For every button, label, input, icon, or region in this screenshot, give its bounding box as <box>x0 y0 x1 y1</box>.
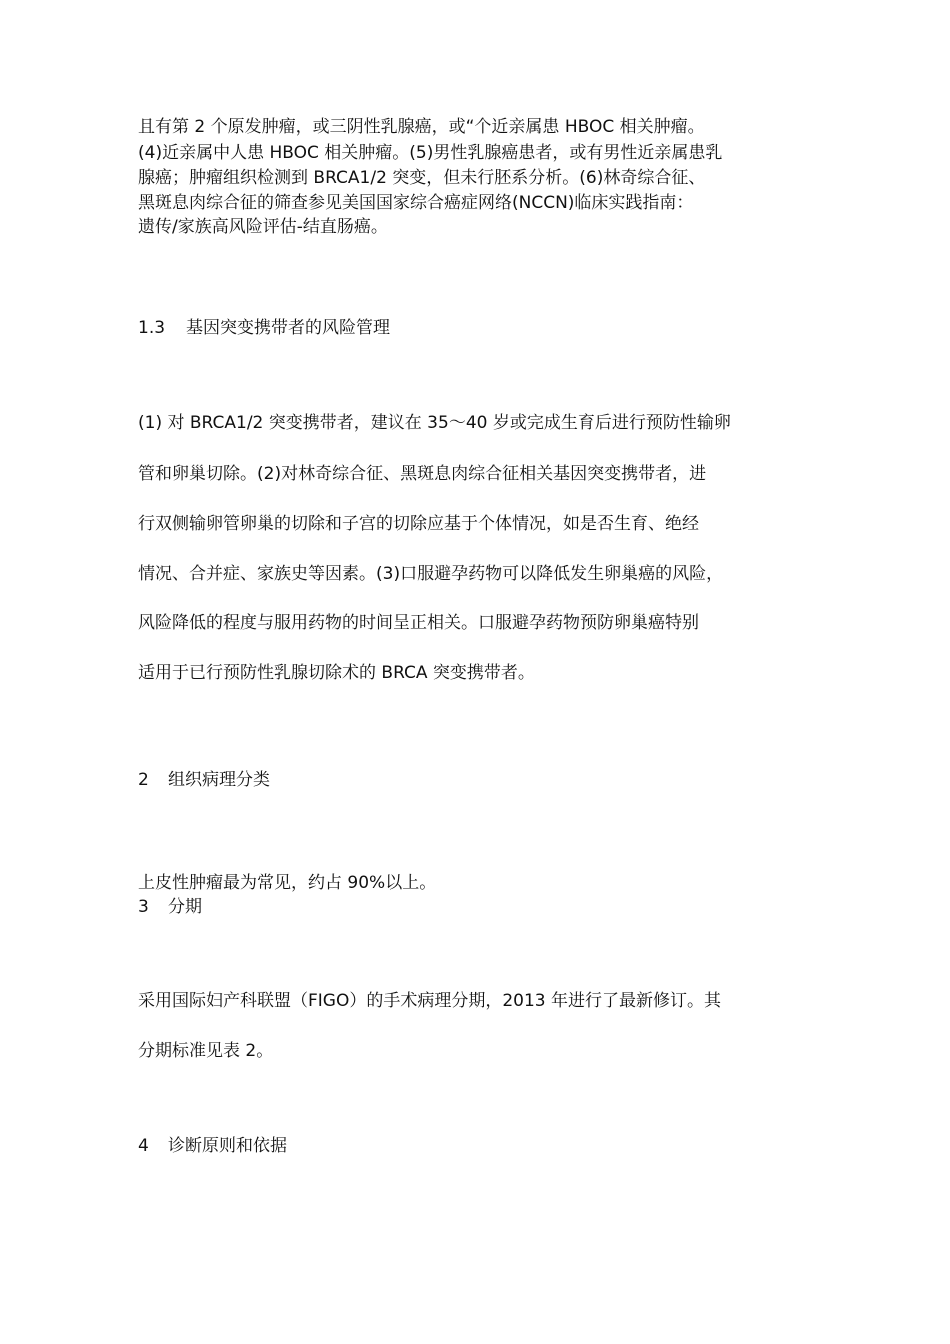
section-title: 分期 <box>168 897 202 917</box>
paragraph-2-line-5: 风险降低的程度与服用药物的时间呈正相关。口服避孕药物预防卵巢癌特别 <box>138 613 699 633</box>
section-title: 基因突变携带者的风险管理 <box>186 318 390 338</box>
paragraph-4-line-1: 采用国际妇产科联盟（FIGO）的手术病理分期，2013 年进行了最新修订。其 <box>138 991 722 1011</box>
section-title: 组织病理分类 <box>168 770 270 790</box>
section-heading-1-3 <box>138 320 390 337</box>
paragraph-2-line-1: (1) 对 BRCA1/2 突变携带者，建议在 35～40 岁或完成生育后进行预防性输卵 <box>138 413 731 433</box>
paragraph-2-line-3: 行双侧输卵管卵巢的切除和子宫的切除应基于个体情况，如是否生育、绝经 <box>138 514 699 534</box>
section-number: 3 <box>138 897 149 917</box>
paragraph-1-line-2: (4)近亲属中人患 HBOC 相关肿瘤。(5)男性乳腺癌患者，或有男性近亲属患乳 <box>138 143 723 163</box>
section-heading-4 <box>138 1138 287 1155</box>
paragraph-2-line-4: 情况、合并症、家族史等因素。(3)口服避孕药物可以降低发生卵巢癌的风险， <box>138 564 724 584</box>
paragraph-3: 上皮性肿瘤最为常见，约占 90%以上。 <box>138 873 437 893</box>
paragraph-4-line-2: 分期标准见表 2。 <box>138 1041 274 1061</box>
section-title: 诊断原则和依据 <box>168 1136 287 1156</box>
section-number: 2 <box>138 770 149 790</box>
paragraph-1-line-1: 且有第 2 个原发肿瘤，或三阴性乳腺癌，或“个近亲属患 HBOC 相关肿瘤。 <box>138 117 705 137</box>
section-heading-2 <box>138 772 270 789</box>
paragraph-1-line-3: 腺癌；肿瘤组织检测到 BRCA1/2 突变，但未行胚系分析。(6)林奇综合征、 <box>138 168 706 188</box>
section-number: 1.3 <box>138 318 166 338</box>
paragraph-2-line-2: 管和卵巢切除。(2)对林奇综合征、黑斑息肉综合征相关基因突变携带者，进 <box>138 464 707 484</box>
section-number: 4 <box>138 1136 149 1156</box>
section-heading-3 <box>138 899 202 916</box>
paragraph-1-line-4: 黑斑息肉综合征的筛查参见美国国家综合癌症网络(NCCN)临床实践指南： <box>138 193 694 213</box>
paragraph-2-line-6: 适用于已行预防性乳腺切除术的 BRCA 突变携带者。 <box>138 663 535 683</box>
paragraph-1-line-5: 遗传/家族高风险评估-结直肠癌。 <box>138 217 388 237</box>
